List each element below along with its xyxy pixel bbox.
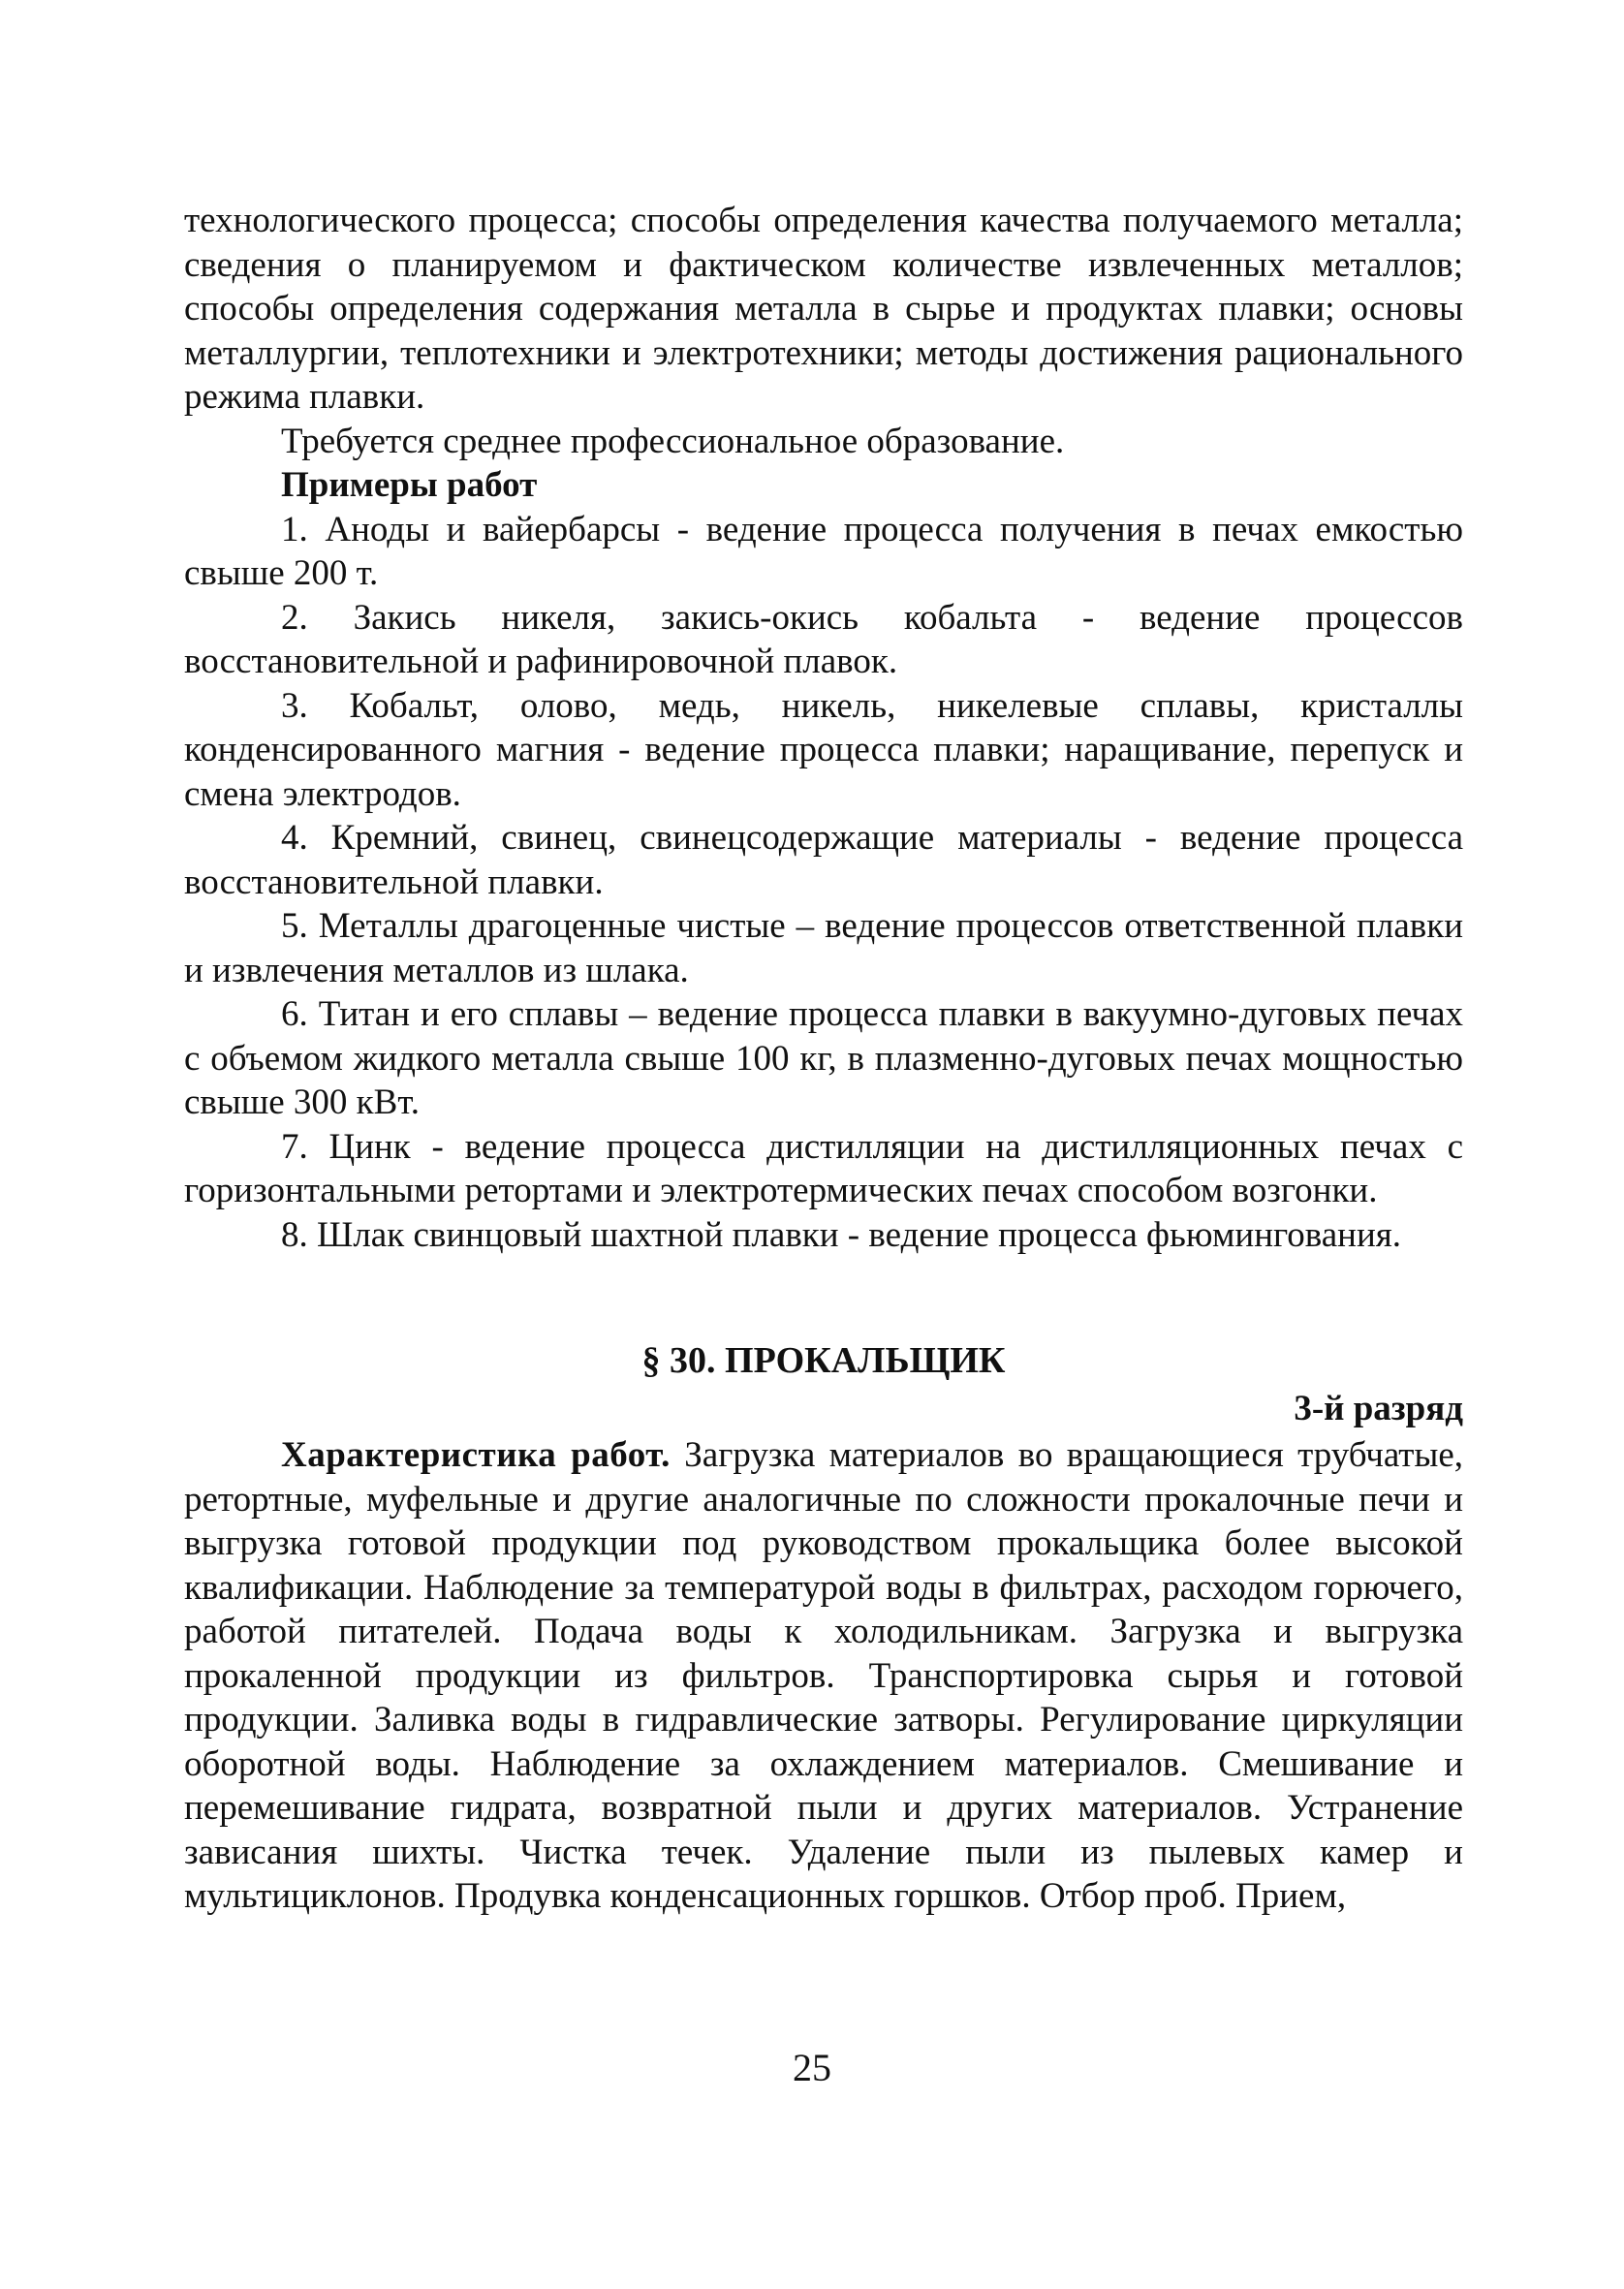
example-item: 5. Металлы драгоценные чистые – ведение процессов ответственной плавки и извлечения металлов из шлака. <box>184 906 1463 990</box>
page-body <box>184 199 1463 1919</box>
grade-label: 3-й разряд <box>1294 1389 1463 1428</box>
example-item: 7. Цинк - ведение процесса дистилляции на дистилляционных печах с горизонтальными ретортами и электротермических печах способом возгонки. <box>184 1126 1463 1210</box>
characteristics-paragraph <box>184 1433 1463 1919</box>
continuation-paragraph: технологического процесса; способы определения качества получаемого металла; сведения о планируемом и фактическом количестве извлеченных металлов; способы определения содержания металла в сырье и продуктах плавки; основы металлургии, теплотехники и электротехники; методы достижения рационального режима плавки. <box>184 201 1463 417</box>
section-title: § 30. ПРОКАЛЬЩИК <box>641 1340 1006 1381</box>
characteristics-text: Загрузка материалов во вращающиеся трубчатые, ретортные, муфельные и другие аналогичные по сложности прокалочные печи и выгрузка готовой продукции под руководством прокальщика более высокой квалификации. Наблюдение за температурой воды в фильтрах, расходом горючего, работой питателей. Подача воды к холодильникам. Загрузка и выгрузка прокаленной продукции из фильтров. Транспортировка сырья и готовой продукции. Заливка воды в гидравлические затворы. Регулирование циркуляции оборотной воды. Наблюдение за охлаждением материалов. Смешивание и перемешивание гидрата, возвратной пыли и других материалов. Устранение зависания шихты. Чистка течек. Удаление пыли из пылевых камер и мультициклонов. Продувка конденсационных горшков. Отбор проб. Прием, <box>184 1435 1463 1916</box>
page-number: 25 <box>793 2046 831 2089</box>
example-item: 2. Закись никеля, закись-окись кобальта - ведение процессов восстановительной и рафинировочной плавок. <box>184 597 1463 681</box>
example-item: 1. Аноды и вайербарсы - ведение процесса получения в печах емкостью свыше 200 т. <box>184 509 1463 593</box>
example-item: 8. Шлак свинцовый шахтной плавки - ведение процесса фьюмингования. <box>281 1214 1402 1255</box>
examples-heading: Примеры работ <box>281 465 538 505</box>
example-item: 3. Кобальт, олово, медь, никель, никелевые сплавы, кристаллы конденсированного магния - ведение процесса плавки; наращивание, перепуск и смена электродов. <box>184 685 1463 814</box>
characteristics-label: Характеристика работ. <box>281 1435 671 1475</box>
education-requirement: Требуется среднее профессиональное образование. <box>281 421 1065 461</box>
example-item: 4. Кремний, свинец, свинецсодержащие материалы - ведение процесса восстановительной плавки. <box>184 818 1463 902</box>
example-item: 6. Титан и его сплавы – ведение процесса плавки в вакуумно-дуговых печах с объемом жидкого металла свыше 100 кг, в плазменно-дуговых печах мощностью свыше 300 кВт. <box>184 994 1463 1122</box>
